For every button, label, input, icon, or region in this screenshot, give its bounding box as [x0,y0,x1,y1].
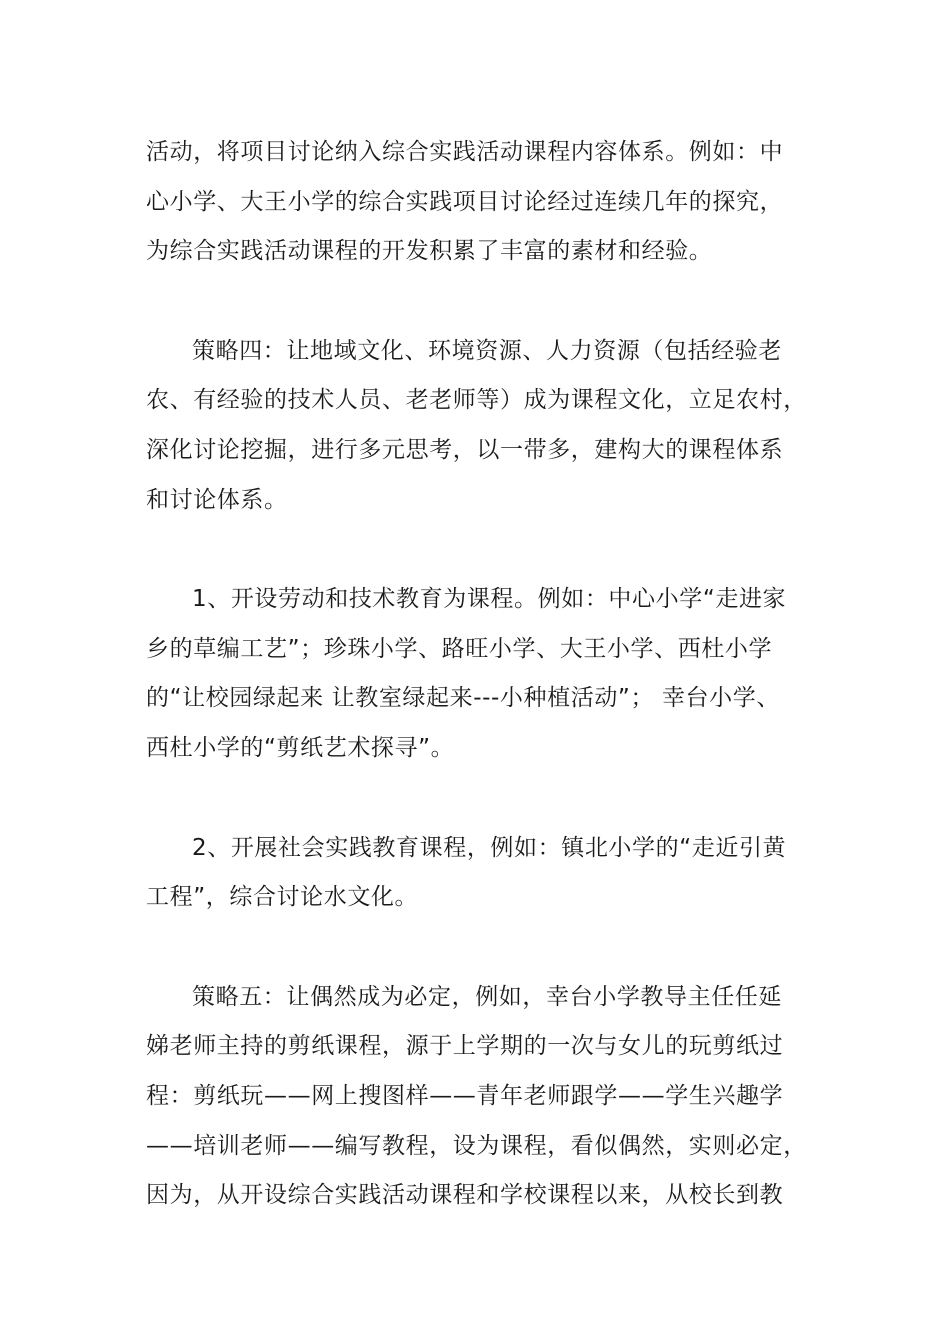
paragraph-3-line-3: 的“让校园绿起来 让教室绿起来---小种植活动”； 幸台小学、 [146,685,780,711]
paragraph-1-line-2: 心小学、大王小学的综合实践项目讨论经过连续几年的探究， [146,189,784,215]
paragraph-3-line-4: 西杜小学的“剪纸艺术探寻”。 [146,735,455,761]
paragraph-2-line-1: 策略四：让地域文化、环境资源、人力资源（包括经验老 [192,338,782,364]
paragraph-1-line-1: 活动，将项目讨论纳入综合实践活动课程内容体系。例如：中 [146,139,784,165]
paragraph-3-line-1: 1、开设劳动和技术教育为课程。例如：中心小学“走进家 [192,586,787,612]
paragraph-5-line-5: 因为，从开设综合实践活动课程和学校课程以来，从校长到教 [146,1182,784,1208]
paragraph-5-line-4: ——培训老师——编写教程，设为课程，看似偶然，实则必定， [146,1133,807,1159]
paragraph-2-line-4: 和讨论体系。 [146,487,288,513]
paragraph-5-line-1: 策略五：让偶然成为必定，例如，幸台小学教导主任任延 [192,984,782,1010]
paragraph-5-line-2: 娣老师主持的剪纸课程，源于上学期的一次与女儿的玩剪纸过 [146,1033,784,1059]
paragraph-4-line-2: 工程”，综合讨论水文化。 [146,884,419,910]
paragraph-3-line-2: 乡的草编工艺”；珍珠小学、路旺小学、大王小学、西杜小学 [146,636,773,662]
paragraph-1-line-3: 为综合实践活动课程的开发积累了丰富的素材和经验。 [146,238,713,264]
paragraph-5-line-3: 程：剪纸玩——网上搜图样——青年老师跟学——学生兴趣学 [146,1083,784,1109]
paragraph-2-line-3: 深化讨论挖掘，进行多元思考，以一带多，建构大的课程体系 [146,437,784,463]
paragraph-4-line-1: 2、开展社会实践教育课程，例如：镇北小学的“走近引黄 [192,835,787,861]
paragraph-2-line-2: 农、有经验的技术人员、老老师等）成为课程文化，立足农村， [146,387,807,413]
